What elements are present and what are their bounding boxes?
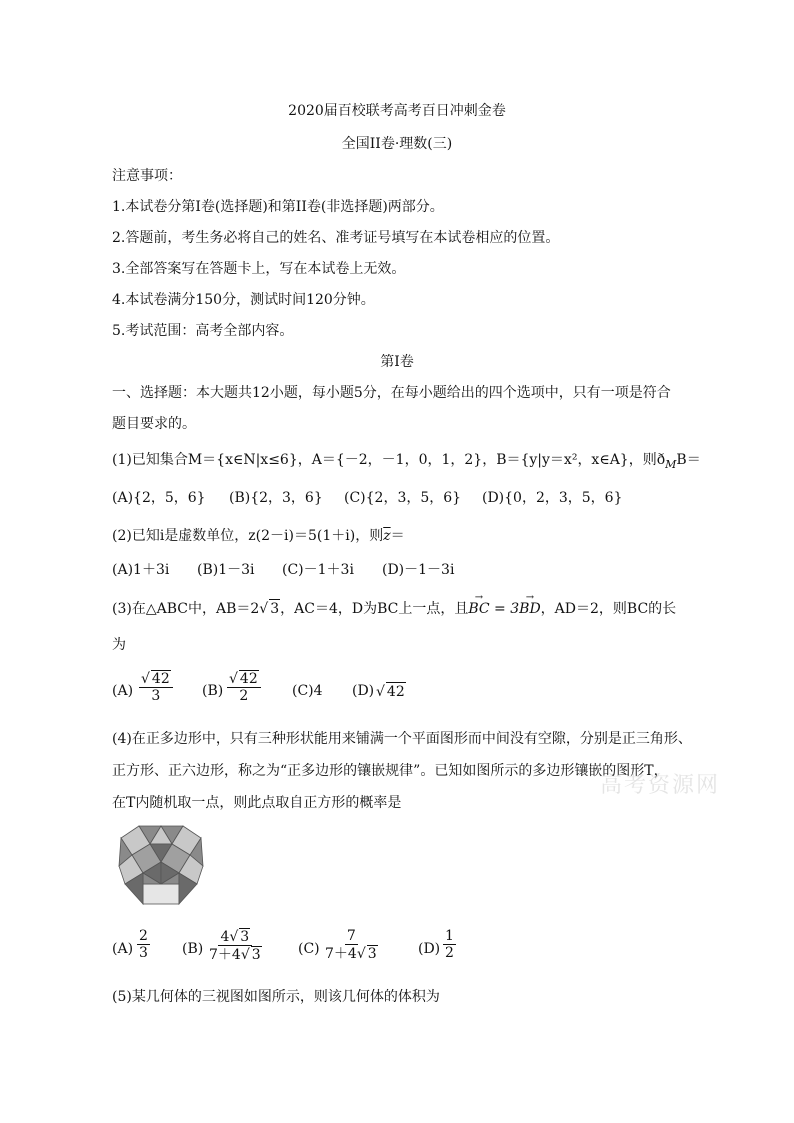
denominator-radicand: 3 bbox=[251, 947, 261, 963]
question-1 bbox=[112, 451, 701, 474]
note-item: 1.本试卷分第I卷(选择题)和第II卷(非选择题)两部分。 bbox=[112, 199, 444, 215]
option-a-fraction bbox=[137, 928, 150, 961]
question-3-cont: 为 bbox=[112, 637, 126, 653]
option-d-fraction bbox=[443, 928, 456, 961]
denominator: 2 bbox=[239, 688, 249, 704]
option-b-label: (B) bbox=[202, 683, 224, 699]
tessellation-figure bbox=[117, 822, 205, 908]
option-a-fraction: $\frac{√ 42}{3}$ bbox=[139, 670, 173, 704]
complement-symbol: ð bbox=[656, 452, 666, 468]
option-c: (C)－1＋3i bbox=[282, 562, 354, 578]
option-a-label: (A) bbox=[112, 683, 134, 699]
question-4: (4)在正多边形中，只有三种形状能用来铺满一个平面图形而中间没有空隙，分别是正三角形、 bbox=[112, 731, 692, 747]
vector-bd: → BD bbox=[519, 600, 541, 618]
vector-bc: → BC bbox=[468, 600, 489, 618]
square-bottom bbox=[143, 884, 179, 904]
sqrt-sign: √ bbox=[259, 601, 269, 617]
question-4-cont: 正方形、正六边形，称之为“正多边形的镶嵌规律”。已知如图所示的多边形镶嵌的图形T， bbox=[112, 763, 668, 779]
option-b-fraction: $\frac{√ 42}{2}$ bbox=[227, 670, 261, 704]
q1-text: (1)已知集合M＝{x∈N|x≤6}，A＝{－2，－1，0，1，2}，B＝{y|y＝x²，x∈A}，则 bbox=[112, 452, 657, 468]
radicand: 42 bbox=[386, 684, 405, 700]
denominator: 3 bbox=[139, 945, 148, 961]
denominator-part: 7＋4 bbox=[325, 946, 357, 962]
radicand: 3 bbox=[270, 601, 280, 617]
denominator-radicand: 3 bbox=[367, 946, 377, 962]
question-3 bbox=[112, 599, 676, 618]
q3-options bbox=[112, 670, 512, 710]
note-item: 3.全部答案写在答题卡上，写在本试卷上无效。 bbox=[112, 261, 406, 277]
option-d-value: √ 42 bbox=[376, 684, 405, 700]
exam-subtitle: 全国II卷·理数(三) bbox=[341, 136, 453, 152]
section-intro: 一、选择题：本大题共12小题，每小题5分，在每小题给出的四个选项中，只有一项是符合 bbox=[112, 385, 671, 401]
numerator-radicand: 3 bbox=[240, 929, 250, 945]
q3-part: ，AD＝2，则BC的长 bbox=[540, 601, 677, 617]
exam-title: 2020届百校联考高考百日冲刺金卷 bbox=[288, 103, 506, 119]
denominator: 2 bbox=[445, 945, 454, 961]
option-b: (B){2，3，6} bbox=[229, 490, 323, 506]
option-c: (C)4 bbox=[292, 683, 323, 699]
option-c-label: (C) bbox=[298, 941, 320, 957]
option-a-label: (A) bbox=[112, 941, 134, 957]
q4-options bbox=[112, 926, 512, 972]
q3-eq: = 3 bbox=[489, 601, 520, 617]
notes-heading: 注意事项： bbox=[112, 168, 182, 184]
q1-tail: B＝ bbox=[676, 452, 701, 468]
note-item: 2.答题前，考生务必将自己的姓名、准考证号填写在本试卷相应的位置。 bbox=[112, 230, 560, 246]
z-conjugate: $\overline{z}$ bbox=[383, 528, 391, 544]
numerator: 1 bbox=[445, 928, 454, 944]
option-c-fraction: $\frac{7}{7+4√ 3}$ bbox=[325, 928, 377, 962]
numerator-coef: 4 bbox=[220, 929, 230, 945]
option-b-fraction: $\frac{4√ 3}{7+4√ 3}$ bbox=[209, 929, 261, 963]
option-d: (D)－1－3i bbox=[382, 562, 455, 578]
section-intro-cont: 题目要求的。 bbox=[112, 416, 196, 432]
denominator: 3 bbox=[151, 688, 161, 704]
numerator: 42 bbox=[151, 671, 170, 687]
numerator: 42 bbox=[239, 671, 258, 687]
numerator: 2 bbox=[139, 928, 148, 944]
section-title: 第I卷 bbox=[380, 354, 414, 370]
q3-part: ，AC＝4，D为BC上一点，且 bbox=[280, 601, 469, 617]
denominator-part: 7＋4 bbox=[209, 947, 241, 963]
q2-eq: ＝ bbox=[390, 528, 405, 544]
question-5: (5)某几何体的三视图如图所示，则该几何体的体积为 bbox=[112, 989, 440, 1005]
option-b-label: (B) bbox=[182, 941, 204, 957]
option-a: (A)1＋3i bbox=[112, 562, 170, 578]
q2-text: (2)已知i是虚数单位，z(2－i)＝5(1＋i)，则 bbox=[112, 528, 384, 544]
note-item: 4.本试卷满分150分，测试时间120分钟。 bbox=[112, 292, 375, 308]
option-d-label: (D) bbox=[418, 941, 441, 957]
question-4-cont: 在T内随机取一点，则此点取自正方形的概率是 bbox=[112, 795, 402, 811]
complement-sub: M bbox=[665, 457, 677, 471]
q3-part: (3)在△ABC中，AB＝2 bbox=[112, 601, 260, 617]
option-c: (C){2，3，5，6} bbox=[344, 490, 462, 506]
note-item: 5.考试范围：高考全部内容。 bbox=[112, 323, 294, 339]
option-a: (A){2，5，6} bbox=[112, 490, 206, 506]
option-d-label: (D) bbox=[352, 683, 375, 699]
question-2 bbox=[112, 527, 405, 545]
watermark: 高考资源网 bbox=[600, 773, 721, 798]
option-b: (B)1－3i bbox=[197, 562, 255, 578]
option-d: (D){0，2，3，5，6} bbox=[482, 490, 623, 506]
numerator: 7 bbox=[346, 928, 356, 944]
